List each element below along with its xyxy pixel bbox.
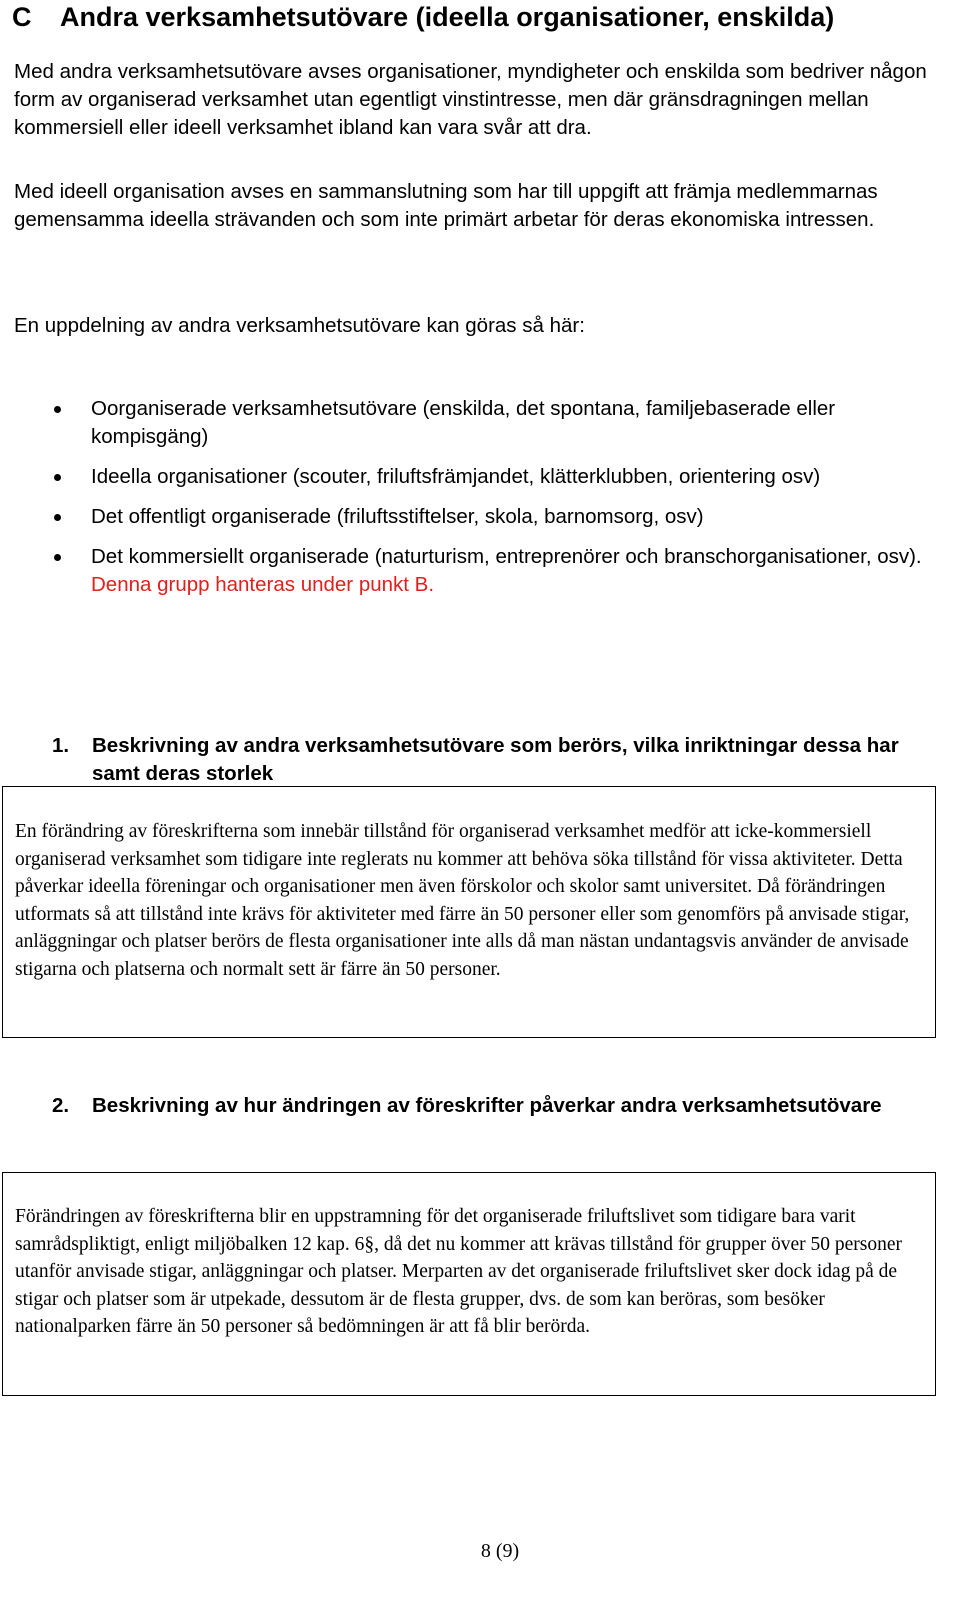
list-item-note: Denna grupp hanteras under punkt B. bbox=[91, 573, 435, 596]
subsection-1-box bbox=[2, 786, 936, 1038]
section-heading bbox=[12, 0, 834, 34]
bullet-icon bbox=[54, 554, 61, 561]
subsection-1-title: Beskrivning av andra verksamhetsutövare som berörs, vilka inriktningar dessa har samt deras storlek bbox=[92, 734, 899, 785]
list-item-text: Ideella organisationer (scouter, friluftsfrämjandet, klätterklubben, orientering osv) bbox=[91, 465, 821, 488]
section-title: Andra verksamhetsutövare (ideella organisationer, enskilda) bbox=[60, 2, 835, 32]
list-item-text: Det offentligt organiserade (friluftsstiftelser, skola, barnomsorg, osv) bbox=[91, 505, 704, 528]
subsection-2-title: Beskrivning av hur ändringen av föreskrifter påverkar andra verksamhetsutövare bbox=[92, 1094, 882, 1117]
list-item bbox=[14, 543, 934, 599]
subsection-2-box bbox=[2, 1172, 936, 1396]
list-item-text: Det kommersiellt organiserade (naturturism, entreprenörer och branschorganisationer, osv). bbox=[91, 545, 922, 568]
list-item bbox=[14, 463, 934, 491]
list-item bbox=[14, 503, 934, 531]
subsection-1-number: 1. bbox=[52, 734, 70, 757]
category-list bbox=[14, 395, 934, 611]
subsection-1-heading bbox=[52, 732, 912, 788]
section-letter: C bbox=[12, 2, 32, 32]
subsection-2-body: Förändringen av föreskrifterna blir en uppstramning för det organiserade friluftslivet som tidigare bara varit samrådspliktigt, enligt miljöbalken 12 kap. 6§, då det nu kommer att krävas tillstånd för grupper över 50 personer utanför anvisade stigar, anläggningar och platser. Merparten av det organiserade friluftslivet sker dock idag på de stigar och platser som är utpekade, dessutom är de flesta grupper, dvs. de som kan beröras, som besöker nationalparken färre än 50 personer så bedömningen är att få blir berörda. bbox=[15, 1206, 903, 1337]
intro-paragraph-3: En uppdelning av andra verksamhetsutövare kan göras så här: bbox=[14, 314, 585, 337]
subsection-1-body: En förändring av föreskrifterna som innebär tillstånd för organiserad verksamhet medför att icke-kommersiell organiserad verksamhet som tidigare inte reglerats nu kommer att behöva söka tillstånd för vissa aktiviteter. Detta påverkar ideella föreningar och organisationer men även förskolor och skolor samt universitet. Då förändringen utformats så att tillstånd inte krävs för aktiviteter med färre än 50 personer eller som genomförs på anvisade stigar, anläggningar och platser berörs de flesta organisationer inte alls då man nästan undantagsvis använder de anvisade stigarna och platserna och normalt sett är färre än 50 personer. bbox=[15, 821, 910, 980]
subsection-2-heading bbox=[52, 1092, 912, 1120]
bullet-icon bbox=[54, 514, 61, 521]
page-number: 8 (9) bbox=[480, 1540, 520, 1562]
bullet-icon bbox=[54, 474, 61, 481]
subsection-2-number: 2. bbox=[52, 1094, 70, 1117]
intro-paragraph-1: Med andra verksamhetsutövare avses organisationer, myndigheter och enskilda som bedriver någon form av organiserad verksamhet utan egentligt vinstintresse, men där gränsdragningen mellan kommersiell eller ideell verksamhet ibland kan vara svår att dra. bbox=[14, 60, 927, 139]
list-item-text: Oorganiserade verksamhetsutövare (enskilda, det spontana, familjebaserade eller kompisgäng) bbox=[91, 397, 836, 448]
list-item bbox=[14, 395, 934, 451]
bullet-icon bbox=[54, 406, 61, 413]
intro-paragraph-2: Med ideell organisation avses en sammanslutning som har till uppgift att främja medlemmarnas gemensamma ideella strävanden och som inte primärt arbetar för deras ekonomiska intressen. bbox=[14, 180, 878, 231]
